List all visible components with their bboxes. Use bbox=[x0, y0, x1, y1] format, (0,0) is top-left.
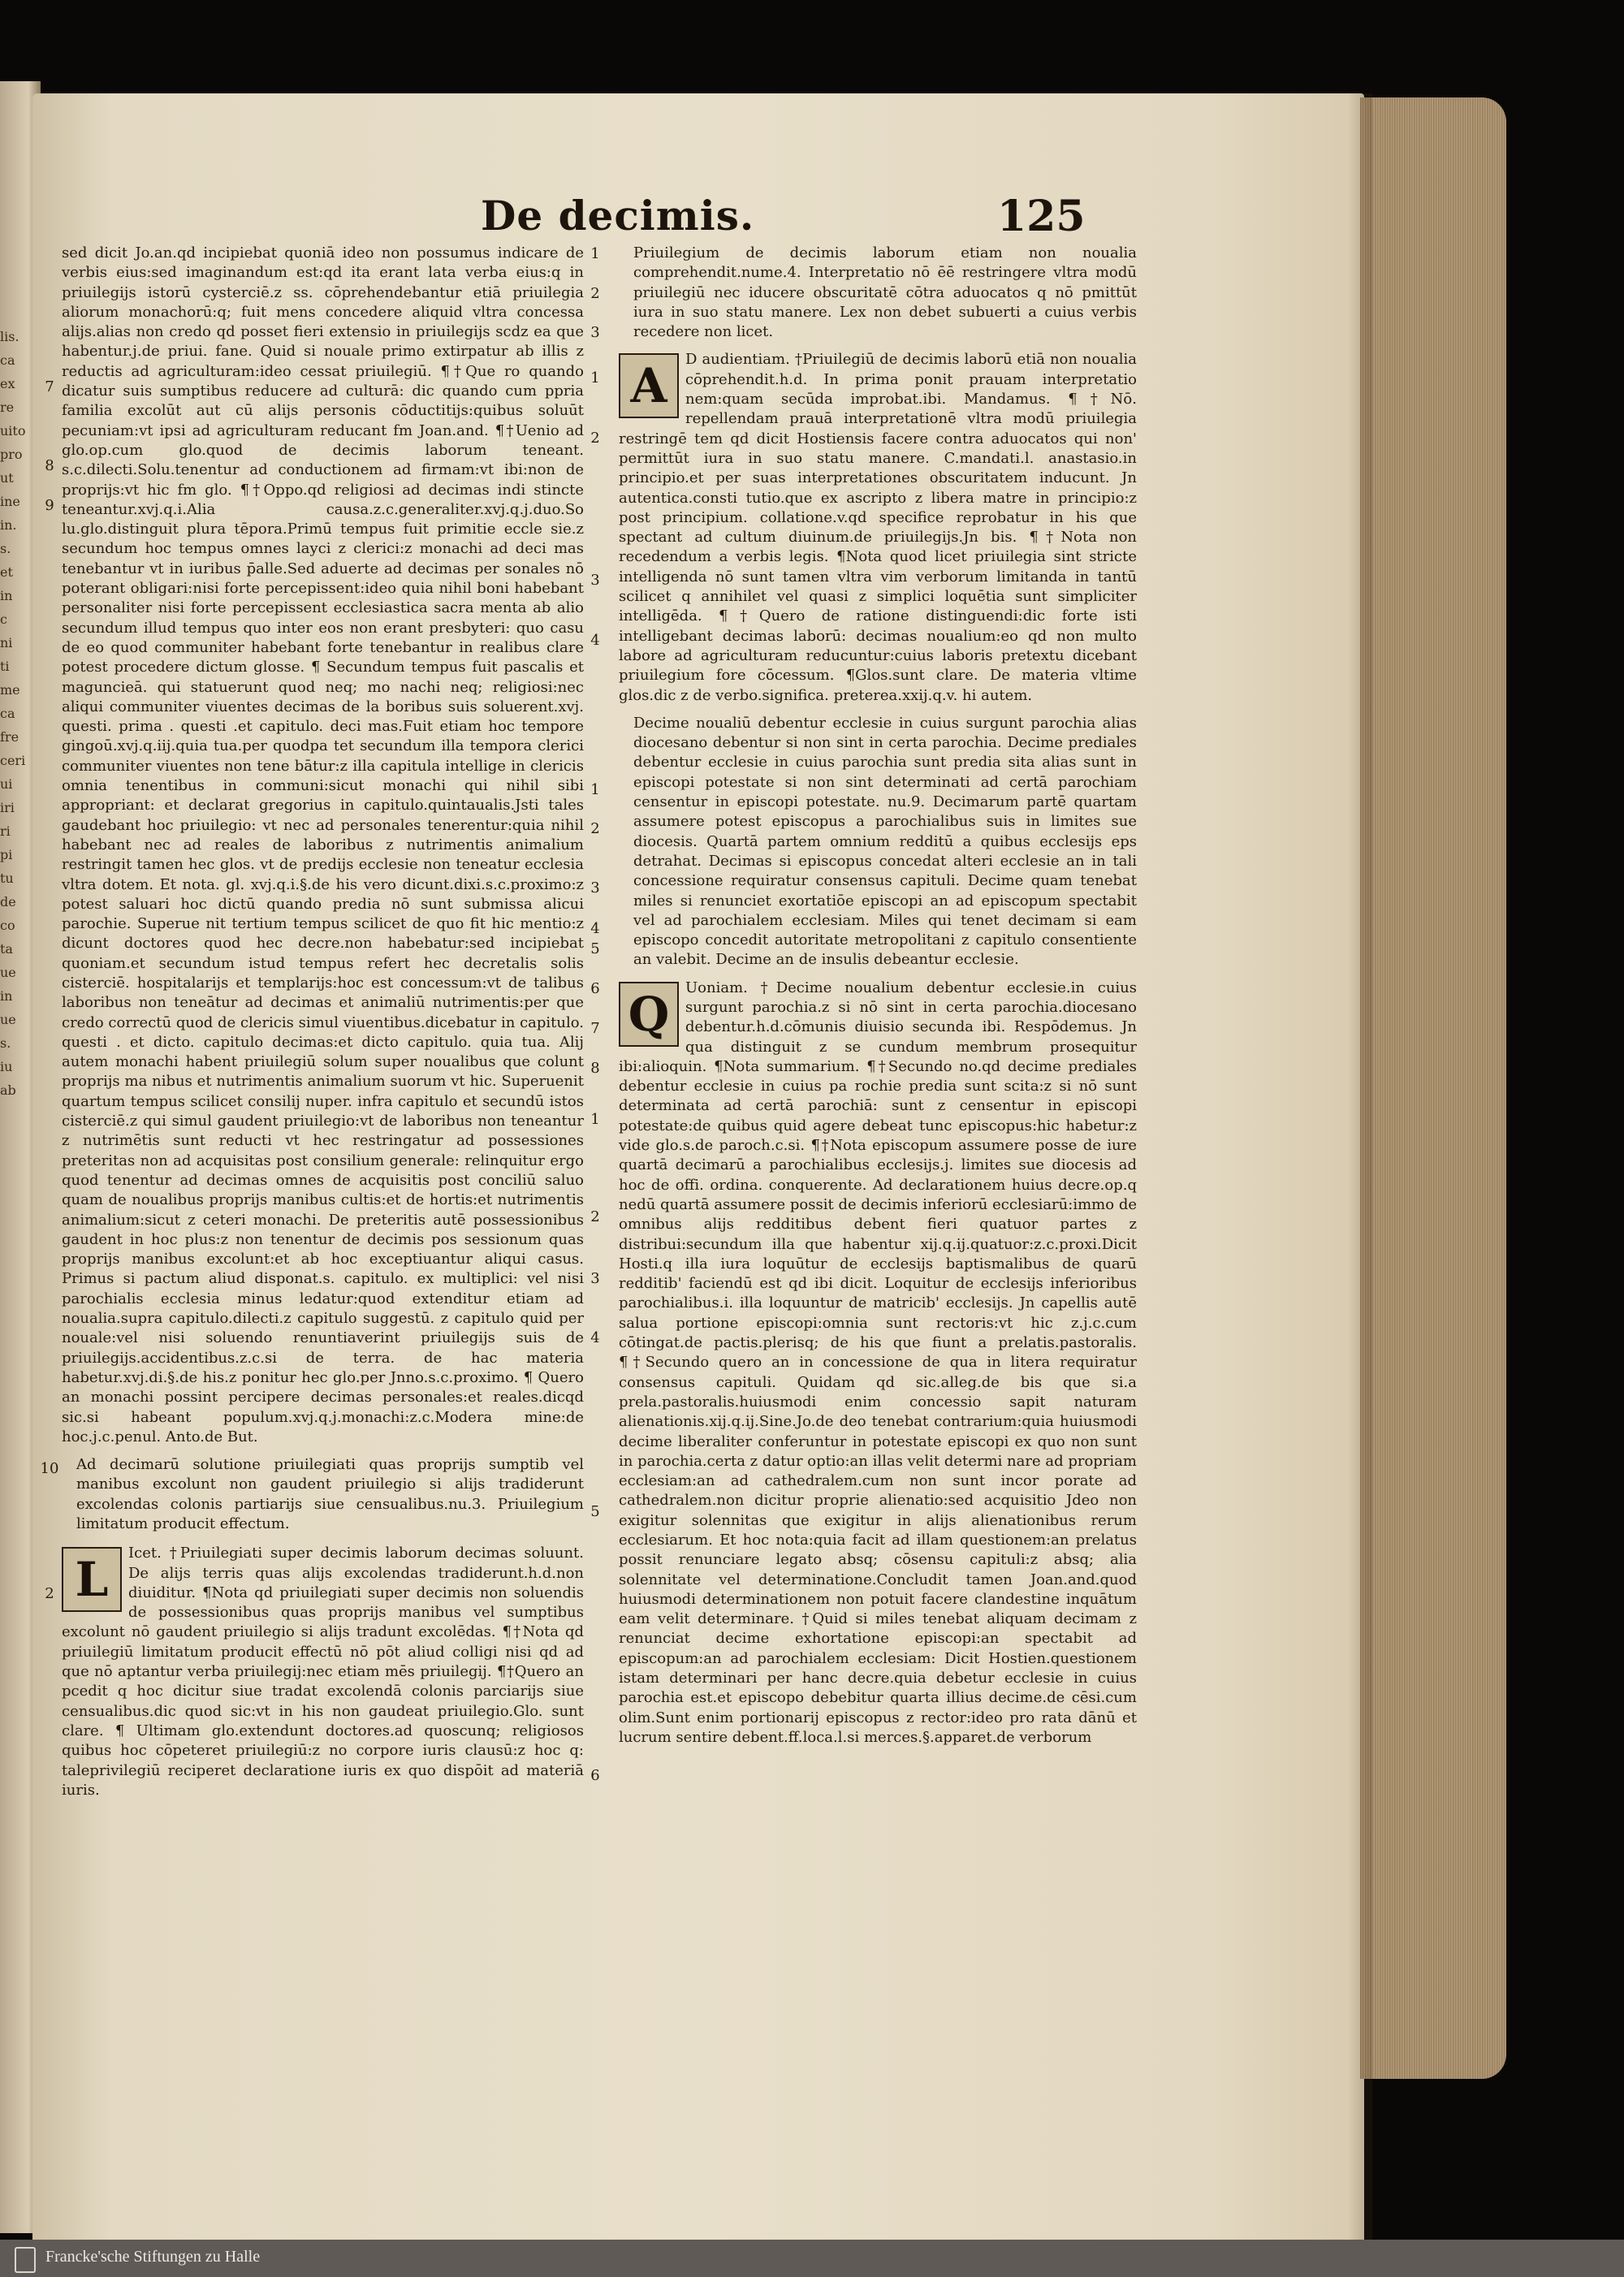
margin-number: 2 bbox=[45, 1585, 54, 1602]
margin-number: 4 bbox=[590, 632, 600, 649]
decorated-initial: Q bbox=[619, 982, 679, 1047]
section-summary: Priuilegium de decimis laborum etiam non noualia comprehendit.nume.4. Interpretatio nō ēē restringere vltra modū priuilegiū nec iducere obscuritatē cōtra aduocatos q nō pmittūt iura in suo statu manere. Lex non debet subuerti a cuius verbis recedere non licet. bbox=[633, 244, 1137, 341]
margin-number: 4 bbox=[590, 1329, 600, 1346]
margin-number: 6 bbox=[590, 1767, 600, 1784]
commentary-paragraph-licet bbox=[62, 1544, 584, 1800]
margin-number: 8 bbox=[590, 1060, 600, 1077]
commentary-text: Uoniam. †Decime noualium debentur ecclesie.in cuius surgunt parochia.z si nō sint in certa parochia.diocesano debentur.h.d.cōmunis diuisio secunda ibi. Respōdemus. Jn qua distinguit z se cundum membrum prosequitur ibi:alioquin. ¶Nota summarium. ¶†Secundo no.qd decime prediales debentur ecclesie in cuius pa rochie predia sunt scita:z si nō sunt determinata ad certā parochiā: sunt z censentur in episcopi potestate:de quibus quid agere debeat tunc episcopus:hic habetur:z vide glo.s.de paroch.c.si. ¶†Nota episcopum assumere posse de iure quartā decimarū a parochialibus ecclesijs.j. limites sue diocesis ad hoc de offi. ordina. conquerente. Ad declarationem huius decre.op.q nedū quartā assumere possit de decimis inferiorū ecclesiarū:immo de omnibus alijs redditibus debent fieri quatuor partes z distribui:secundum illa que habentur xij.q.ij.quatuor:z.c.proxi.Dicit Hosti.q illa iura loquūtur de ecclesijs baptismalibus de quarū redditib' faciendū est qd ibi dicit. Loquitur de ecclesijs inferioribus parochialibus.i. illa loquuntur de matricib' ecclesijs. Jn capellis autē salua portione episcopi:omnia sunt rectoris:vt hic z.j.c.cum cōtingat.de pactis.plerisq; de his que fiunt a prelatis.pastoralis. ¶†Secundo quero an in concessione de qua in litera requiratur consensus capituli. Quidam qd sic.alleg.de bis que si.a prela.pastoralis.huiusmodi enim concessio sapit naturam alienationis.xij.q.ij.Sine.Jo.de deo tenebat contrarium:quia huiusmodi decime liberaliter conferuntur in potestate episcopi ex quo non sunt in parochia.certa z datur optio:an illas velit determi nare ad propriam ecclesiam:an ad cathedralem.cum non sunt incor porate ad cathedralem.non dicitur proprie alienatio:sed acquisitio Jdeo non exigitur solennitas que exigitur in alijs alienationibus rerum ecclesiarum. Et hoc nota:quia facit ad illam questionem:an prelatus possit renunciare legato absq; cōsensu capituli:z absq; alia solennitate vel determinatione.Concludit tamen Joan.and.quod huiusmodi determinationem non potuit facere clandestine inquātum eam velit determinare. †Quid si miles tenebat aliquam decimam z renunciat decime exhortatione episcopi:an spectabit ad episcopum:an ad parochialem ecclesiam: Dicit Hostien.questionem istam determinari per hanc decre.quia debetur ecclesie in cuius parochia est.et episcopo debebitur quarta illius decime.de cēsi.cum olim.Sunt enim portionarij episcopus z rector:ideo pro rata dānū et lucrum sentire debent.ff.loca.l.si merces.§.apparet.de verborum bbox=[619, 979, 1137, 1746]
commentary-paragraph: sed dicit Jo.an.qd incipiebat quoniā ideo non possumus indicare de verbis eius:sed imaginandum est:qd ita erant lata verba eius:q in priuilegijs istorū cysterciē.z ss. cōprehendebantur etiā priuilegia aliorum monachorū:q; fuit mens concedere aliquid vltra concessa alijs.alias non credo qd posset fieri extensio in priuilegijs scdz ea que habentur.j.de priui. fane. Quid si nouale primo extirpatur ab illis z reductis ad agriculturam:ideo cessat priuilegiū. ¶†Que ro quando dicatur suis sumptibus reducere ad culturā: dic quando cum ppria familia excolūt aut cū alijs personis cōductitijs:quibus soluūt pecuniam:vt ipsi ad agriculturam reducant fm Joan.and. ¶†Uenio ad glo.op.cum glo.quod de decimis laborum teneant. s.c.dilecti.Solu.tenentur ad conductionem ad firmam:vt ibi:non de proprijs:vt hic fm glo. ¶†Oppo.qd religiosi ad decimas indi stincte teneantur.xvj.q.i.Alia causa.z.c.generaliter.xvj.q.j.duo.So lu.glo.distinguit plura tēpora.Primū tempus fuit primitie eccle sie.z secundum hoc tempus omnes layci z clerici:z monachi ad deci mas tenebantur vt in iuribus p̄alle.Sed aduerte ad decimas per sonales nō poterant obligari:nisi forte percepissent:ideo quia nihil boni habebant personaliter nisi forte percepissent ecclesiastica sacra menta ab alio secundum illud tempus quo inter eos non erant presbyteri: quo casu de eo quod communiter habebant forte tenebantur in realibus clare potest procedere dictum glosse. ¶ Secundum tempus fuit pascalis et maguncieā. qui statuerunt quod neq; mo nachi neq; religiosi:nec aliqui communiter viuentes decimas de la boribus suis soluerent.xvj. questi. prima . questi .et capitulo. deci mas.Fuit etiam hoc tempore gingoū.xvj.q.iij.quia tua.per quodpa tet secundum illa tempora clerici communiter viuentes non tene bātur:z illa capitula intellige in clericis omnia tenentibus in communi:sicut monachi qui nihil sibi appropriant: et declarat gregorius in capitulo.quintaualis.Jsti tales gaudebant hoc priuilegio: vt nec ad personales tenerentur:quia nihil habebant nec ad reales de laboribus z nutrimentis animalium restringit tamen hec glos. vt de predijs ecclesie non teneatur ecclesia vltra dotem. Et nota. gl. xvj.q.i.§.de his vero dicunt.dixi.s.c.proximo:z potest saluari hoc dictū quando predia nō sunt submissa alicui parochie. Superue nit tertium tempus scilicet de quo fit hic mentio:z dicunt doctores quod hec decre.non habebatur:sed incipiebat quoniam.et secundum istud tempus refert hec decretalis solis cisterciē. hospitalarijs et templarijs:hoc est concessum:vt de talibus laboribus non teneātur ad decimas et animaliū nutrimentis:per que credo correctū quod de clericis simul viuentibus.dicebatur in capitulo. questi . et dicto. capitulo decimas:et dicto capitulo. quia tua. Alij autem monachi habent priuilegiū solum super noualibus que colunt proprijs ma nibus et nutrimentis animalium suorum vt hic. Superuenit quartum tempus scilicet consilij nuper. infra capitulo et secundū istos cisterciē.z qui simul gaudent priuilegio:vt de laboribus non teneantur z nutrimētis sunt reducti vt hec restringatur ad possessiones preteritas non ad acquisitas post consilium generale: relinquitur ergo quod tenentur ad decimas omnes de acquisitis post conciliū saluo quam de noualibus proprijs manibus cultis:et de hortis:et nutrimentis animalium:sicut z ceteri monachi. De preteritis autē possessionibus gaudent in hoc plus:z non tenentur de decimis pos sessionum quas proprijs manibus excolunt:et ab hoc exceptiuantur aliqui casus. Primus si pactum aliud disponat.s. capitulo. ex multiplici: vel nisi parochialis ecclesia minus ledatur:quod extenditur etiam ad noualia.supra capitulo.dilecti.z capitulo suggestū. z capitulo quid per nouale:vel nisi soluendo renuntiaverint priuilegijs suis de priuilegijs.accidentibus.z.c.si de terra. de hac materia habetur.xvj.di.§.de his.z ponitur hec glo.per Jnno.s.c.proximo. ¶ Quero an monachi possint percipere decimas personales:et reales.dicqd sic.si habeant populum.xvj.q.j.monachi:z.c.Modera mine:de hoc.j.c.penul. Anto.de But. bbox=[62, 244, 584, 1445]
page-block-edge bbox=[1360, 97, 1506, 2079]
margin-number: 1 bbox=[590, 781, 600, 798]
margin-number: 3 bbox=[590, 572, 600, 589]
margin-number: 1 bbox=[590, 369, 600, 387]
left-page-fragment: lis. ca ex re uito pro ut ine in. s. et in c ni ti me ca fre ceri ui iri ri pi tu de co ta ue in ue s. iu ab bbox=[0, 329, 26, 1098]
margin-number: 9 bbox=[45, 497, 54, 514]
margin-number: 3 bbox=[590, 1270, 600, 1287]
section-summary: Ad decimarū solutione priuilegiati quas proprijs sumptib vel manibus excolunt non gaudent priuilegio si alijs tradiderunt excolendas colonis partiarijs siue censualibus.nu.3. Priuilegium limitatum producit effectum. bbox=[76, 1456, 584, 1532]
margin-number: 3 bbox=[590, 324, 600, 341]
margin-number: 1 bbox=[590, 245, 600, 262]
section-summary: Decime noualiū debentur ecclesie in cuius surgunt parochia alias diocesano debentur si non sint in certa parochia. Decime prediales debentur ecclesie in cuius parochia sunt predia sita alias sunt in episcopi potestate si non sint determinati ad certā parochiam censentur in episcopi potestate. nu.9. Decimarum partē quartam assumere potest episcopus a parochialibus suis in limites sue diocesis. Quartā partem omnium redditū a quibus ecclesijs eps detrahat. Decimas si episcopus concedat alteri ecclesie an in tali concessione requiratur consensus capituli. Decime quam tenebat miles si renunciet exortatiōe episcopi an ad episcopum spectabit vel ad parochialem ecclesiam. Miles qui tenet decimam si eam episcopo concedit autoritate metropolitani z capitulo consentiente an valebit. Decime an de insulis debeantur ecclesie. bbox=[633, 714, 1137, 969]
margin-number: 2 bbox=[590, 285, 600, 302]
gutter-shadow bbox=[1348, 93, 1372, 2249]
decorated-initial: L bbox=[62, 1547, 122, 1612]
margin-number: 3 bbox=[590, 879, 600, 897]
margin-number: 2 bbox=[590, 820, 600, 837]
margin-number: 10 bbox=[40, 1460, 59, 1477]
footer-credit: Francke'sche Stiftungen zu Halle bbox=[45, 2248, 261, 2266]
commentary-text: Icet. †Priuilegiati super decimis laborum decimas soluunt. De alijs terris quas alijs excolendas tradiderunt.h.d.non diuiditur. ¶Nota qd priuilegiati super decimis non soluendis de possessionibus quas proprijs manibus vel sumptibus excolunt nō gaudent priuilegio si alijs tradunt excolēdas. ¶†Nota qd priuilegiū limitatum producit effectū nō pōt aliud colligi nisi qd ad que nō aptantur verba priuilegij:nec etiam mēs priuilegij. ¶†Quero an pcedit q hoc dicitur siue tradat excolendā colonis parciarijs siue censualibus.dic quod sic:vt in his non gaudeat priuilegio.Glo. sunt clare. ¶ Ultimam glo.extendunt doctores.ad quoscunq; religiosos quibus hoc cōpeteret priuilegiū:z no corpore iuris clausū:z hoc q: taleprivilegiū reciperet declaratione iuris ex quo dispōit ad materiā iuris. bbox=[62, 1545, 584, 1799]
margin-number: 2 bbox=[590, 430, 600, 447]
right-text-column bbox=[619, 244, 1137, 1907]
decorated-initial: A bbox=[619, 353, 679, 418]
margin-number: 5 bbox=[590, 1503, 600, 1520]
running-title: De decimis. bbox=[481, 192, 755, 240]
margin-number: 7 bbox=[45, 378, 54, 395]
margin-number: 7 bbox=[590, 1020, 600, 1037]
commentary-paragraph-quoniam bbox=[619, 979, 1137, 1748]
library-logo-icon bbox=[15, 2247, 36, 2273]
left-text-column bbox=[62, 244, 584, 1907]
margin-number: 6 bbox=[590, 980, 600, 997]
folio-number: 125 bbox=[997, 192, 1086, 241]
margin-number: 4 bbox=[590, 920, 600, 937]
margin-number: 8 bbox=[45, 457, 54, 474]
margin-number: 5 bbox=[590, 940, 600, 957]
commentary-text: D audientiam. †Priuilegiū de decimis laborū etiā non noualia cōprehendit.h.d. In prima ponit prauam interpretatio nem:quam secūda improbat.ibi. Mandamus. ¶†Nō. repellendam prauā interpretationē vltra modū priuilegia restringē tem qd dicit Hostiensis facere contra aduocatos qui non' permittūt iura in suo statu manere. C.mandati.l. anastasio.in principio.et per suas interpretationes obscuritatem inducunt. Jn autentica.consti tutio.que ex ascripto z libera matre in principio:z post principium. collatione.v.qd specifice reprobatur in his que spectant ad cultum diuinum.de priuilegijs.Jn bis. ¶†Nota non recedendum a verbis legis. ¶Nota quod licet priuilegia sint stricte intelligenda nō sunt tamen vltra vim verborum limitanda in tantū scilicet q annihilet vel quasi z simplici loquētia sunt simpliciter intelligēda. ¶†Quero de ratione distinguendi:dic forte isti intelligebant decimas laborū: decimas noualium:eo qd non multo labore ad agriculturam reducuntur:cuius laboris pretextu dicebant priuilegium fore cōcessum. ¶Glos.sunt clare. De materia vltime glos.dic z de verbo.significa. preterea.xxij.q.v. hi autem. bbox=[619, 351, 1137, 704]
margin-number: 2 bbox=[590, 1208, 600, 1225]
margin-number: 1 bbox=[590, 1111, 600, 1128]
commentary-paragraph-ad-audientiam bbox=[619, 350, 1137, 705]
